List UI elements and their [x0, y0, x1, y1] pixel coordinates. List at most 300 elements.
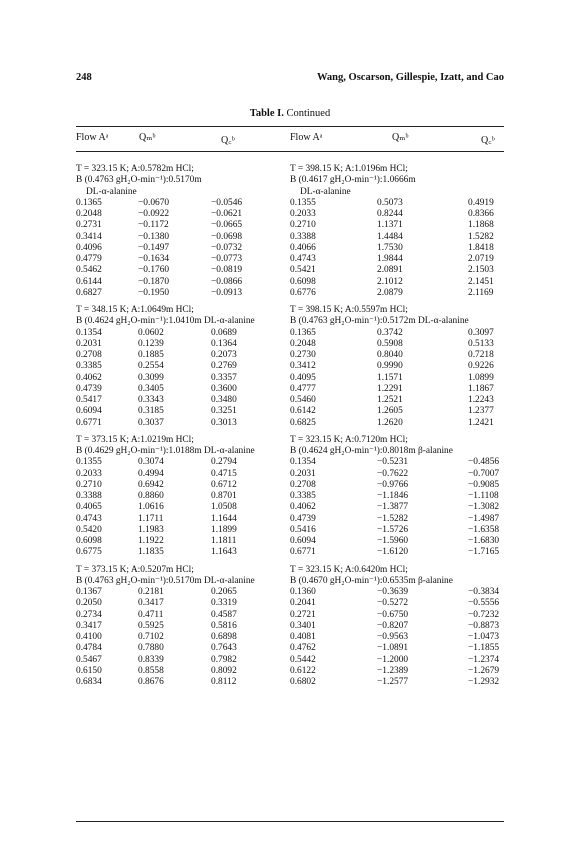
- qm-cell: 0.8339: [138, 654, 164, 665]
- table-row: [290, 328, 504, 339]
- flow-cell: 0.2730: [290, 350, 316, 360]
- qm-cell: −1.2577: [377, 677, 409, 687]
- qm-cell: 0.0602: [138, 327, 164, 338]
- condition-line: T = 373.15 K; A:1.0219m HCl;: [76, 434, 194, 445]
- qc-cell: 2.1451: [468, 276, 494, 287]
- qm-cell: −0.5231: [377, 457, 409, 468]
- table-row: [76, 395, 290, 406]
- flow-cell: 0.4095: [290, 372, 316, 383]
- table-row: [290, 587, 504, 598]
- qm-cell: 1.0616: [138, 502, 164, 513]
- qm-cell: 1.1711: [138, 513, 164, 524]
- condition-line: B (0.4629 gH₂O-min⁻¹):1.0188m DL-α-alanine: [76, 446, 255, 456]
- table-row: [290, 418, 504, 429]
- qc-cell: 0.0689: [211, 327, 237, 338]
- qm-cell: 1.2521: [377, 395, 403, 405]
- qm-cell: 0.1885: [138, 350, 164, 360]
- qc-cell: −0.3834: [468, 587, 500, 597]
- table-row: [290, 384, 504, 395]
- qc-cell: −0.7232: [468, 609, 500, 620]
- table-row: [290, 254, 504, 265]
- table-row: [76, 384, 290, 395]
- qm-cell: 0.9990: [377, 361, 403, 372]
- flow-cell: 0.2710: [76, 479, 102, 490]
- table-row: [76, 632, 290, 643]
- qc-cell: 1.1868: [468, 220, 494, 231]
- col-header-qc: Q꜀ᵇ: [221, 135, 235, 146]
- table-row: [76, 457, 290, 468]
- qc-cell: 1.1811: [211, 536, 237, 546]
- qm-cell: −0.1172: [138, 220, 169, 231]
- flow-cell: 0.3388: [290, 231, 316, 242]
- qm-cell: 1.2620: [377, 417, 403, 428]
- table-caption-text: Continued: [286, 108, 331, 119]
- qc-cell: 0.6898: [211, 632, 237, 642]
- table-row: [76, 621, 290, 632]
- flow-cell: 0.2708: [290, 479, 316, 490]
- table-row: [76, 265, 290, 276]
- qc-cell: 2.1169: [468, 287, 494, 298]
- flow-cell: 0.5442: [290, 654, 316, 665]
- flow-cell: 0.6825: [290, 417, 316, 428]
- qc-cell: 1.2377: [468, 406, 494, 417]
- qm-cell: 0.3405: [138, 383, 164, 394]
- flow-cell: 0.4739: [76, 383, 102, 394]
- flow-cell: 0.5467: [76, 654, 102, 665]
- flow-cell: 0.3385: [290, 491, 316, 501]
- qc-cell: 0.7982: [211, 654, 237, 665]
- qc-cell: −0.0732: [211, 242, 243, 253]
- table-row: [290, 395, 504, 406]
- qc-cell: 0.3251: [211, 406, 237, 417]
- qc-cell: 1.2243: [468, 395, 494, 405]
- qm-cell: 1.2291: [377, 383, 403, 394]
- flow-cell: 0.4762: [290, 643, 316, 654]
- flow-cell: 0.3414: [76, 231, 102, 242]
- qc-cell: −0.7007: [468, 468, 500, 479]
- table-row: [290, 666, 504, 677]
- flow-cell: 0.4743: [76, 513, 102, 524]
- flow-cell: 0.2048: [76, 209, 102, 219]
- table-row: [76, 288, 290, 299]
- qm-cell: 0.3099: [138, 372, 164, 383]
- flow-cell: 0.5416: [290, 524, 316, 535]
- table-row: [290, 643, 504, 654]
- qm-cell: −0.1870: [138, 276, 170, 287]
- table-row: [290, 469, 504, 480]
- flow-cell: 0.6776: [290, 287, 316, 298]
- condition-line: DL-α-alanine: [300, 186, 351, 197]
- qm-cell: 0.5925: [138, 620, 164, 631]
- condition-line: T = 323.15 K; A:0.6420m HCl;: [290, 564, 408, 575]
- qm-cell: −0.1380: [138, 231, 170, 242]
- qm-cell: −0.9563: [377, 632, 409, 642]
- table-row: [76, 666, 290, 677]
- flow-cell: 0.1365: [76, 197, 102, 208]
- flow-cell: 0.6150: [76, 665, 102, 676]
- flow-cell: 0.4081: [290, 632, 316, 642]
- condition-block: [76, 565, 290, 689]
- qc-cell: −1.1855: [468, 643, 500, 654]
- condition-block: [290, 305, 504, 429]
- flow-cell: 0.3385: [76, 361, 102, 372]
- qc-cell: −1.6358: [468, 524, 500, 535]
- qm-cell: −1.2000: [377, 654, 409, 665]
- qm-cell: 0.7880: [138, 643, 164, 654]
- qc-cell: 0.8092: [211, 665, 237, 676]
- condition-block: [290, 164, 504, 299]
- flow-cell: 0.6775: [76, 547, 102, 558]
- table-row: [290, 502, 504, 513]
- qm-cell: 0.4711: [138, 609, 164, 620]
- table-row: [290, 632, 504, 643]
- table-row: [290, 677, 504, 688]
- page-number: 248: [76, 72, 92, 83]
- running-authors: Wang, Oscarson, Gillespie, Izatt, and Cao: [317, 72, 504, 83]
- flow-cell: 0.4779: [76, 254, 102, 264]
- flow-cell: 0.3401: [290, 620, 316, 631]
- flow-cell: 0.6144: [76, 276, 102, 287]
- flow-cell: 0.4096: [76, 242, 102, 253]
- flow-cell: 0.4743: [290, 254, 316, 264]
- table-row: [76, 328, 290, 339]
- condition-block: [76, 435, 290, 559]
- table-row: [290, 536, 504, 547]
- qm-cell: 1.9844: [377, 254, 403, 264]
- qc-cell: −0.0665: [211, 220, 243, 231]
- flow-cell: 0.6094: [290, 536, 316, 546]
- condition-line: B (0.4763 gH₂O-min⁻¹):0.5172m DL-α-alanine: [290, 316, 469, 327]
- table-row: [76, 525, 290, 536]
- table-row: [290, 547, 504, 558]
- table-row: [290, 339, 504, 350]
- table-row: [290, 220, 504, 231]
- qc-cell: 0.5816: [211, 620, 237, 631]
- qc-cell: −0.5556: [468, 598, 500, 609]
- flow-cell: 0.5417: [76, 395, 102, 405]
- qm-cell: 0.8860: [138, 491, 164, 501]
- condition-line: B (0.4617 gH₂O-min⁻¹):1.0666m: [290, 175, 416, 186]
- qc-cell: −1.0473: [468, 632, 500, 642]
- flow-cell: 0.2721: [290, 609, 316, 620]
- qc-cell: 0.4919: [468, 197, 494, 208]
- qc-cell: −0.4856: [468, 457, 500, 468]
- condition-block: [76, 305, 290, 429]
- table-row: [290, 514, 504, 525]
- qc-cell: −0.8873: [468, 620, 500, 631]
- table-row: [76, 339, 290, 350]
- qm-cell: −0.1950: [138, 287, 170, 298]
- qc-cell: −0.0773: [211, 254, 243, 264]
- qm-cell: 0.8558: [138, 665, 164, 676]
- condition-block: [290, 565, 504, 689]
- table-row: [290, 232, 504, 243]
- flow-cell: 0.5462: [76, 265, 102, 276]
- qc-cell: −1.6830: [468, 536, 500, 546]
- condition-line: B (0.4763 gH₂O-min⁻¹):0.5170m: [76, 175, 202, 186]
- condition-line: T = 398.15 K; A:0.5597m HCl;: [290, 305, 408, 315]
- qc-cell: −1.2932: [468, 677, 500, 687]
- qm-cell: −0.0922: [138, 209, 170, 219]
- flow-cell: 0.4100: [76, 632, 102, 642]
- qm-cell: −0.8207: [377, 620, 409, 631]
- qc-cell: 1.2421: [468, 417, 494, 428]
- flow-cell: 0.4777: [290, 383, 316, 394]
- table-row: [290, 491, 504, 502]
- table-row: [76, 243, 290, 254]
- qm-cell: 0.3742: [377, 327, 403, 338]
- qm-cell: −1.0891: [377, 643, 409, 654]
- flow-cell: 0.2050: [76, 598, 102, 609]
- flow-cell: 0.4062: [290, 502, 316, 513]
- table-row: [290, 277, 504, 288]
- qc-cell: 0.3097: [468, 327, 494, 338]
- col-header-qm: Qₘᵇ: [139, 132, 156, 143]
- qc-cell: 0.1364: [211, 338, 237, 349]
- qm-cell: 0.6942: [138, 479, 164, 490]
- table-row: [290, 373, 504, 384]
- flow-cell: 0.1355: [290, 197, 316, 208]
- qm-cell: −1.6120: [377, 547, 409, 558]
- table-row: [290, 198, 504, 209]
- qc-cell: 1.0508: [211, 502, 237, 513]
- table-row: [290, 457, 504, 468]
- qm-cell: −1.2389: [377, 665, 409, 676]
- qc-cell: 0.6712: [211, 479, 237, 490]
- condition-line: DL-α-alanine: [86, 186, 137, 197]
- table-row: [76, 514, 290, 525]
- flow-cell: 0.6142: [290, 406, 316, 417]
- qm-cell: 0.8040: [377, 350, 403, 360]
- flow-cell: 0.4784: [76, 643, 102, 654]
- table-row: [290, 480, 504, 491]
- page-header: [76, 72, 504, 88]
- flow-cell: 0.6122: [290, 665, 316, 676]
- flow-cell: 0.6802: [290, 677, 316, 687]
- flow-cell: 0.6827: [76, 287, 102, 298]
- table-row: [76, 277, 290, 288]
- qc-cell: −1.2679: [468, 665, 500, 676]
- qc-cell: 2.0719: [468, 254, 494, 264]
- table-caption: [76, 108, 504, 119]
- qc-cell: 0.9226: [468, 361, 494, 372]
- table-top-rule: [76, 126, 504, 127]
- qc-cell: 0.3357: [211, 372, 237, 383]
- flow-cell: 0.6771: [76, 417, 102, 428]
- condition-block: [76, 164, 290, 299]
- flow-cell: 0.5460: [290, 395, 316, 405]
- qc-cell: 1.1899: [211, 524, 237, 535]
- qm-cell: 0.5908: [377, 338, 403, 349]
- flow-cell: 0.1354: [76, 327, 102, 338]
- qm-cell: −0.0670: [138, 197, 170, 208]
- table-left-column: [76, 164, 290, 694]
- table-row: [76, 491, 290, 502]
- qm-cell: 1.7530: [377, 242, 403, 253]
- qc-cell: 1.5282: [468, 231, 494, 242]
- table-row: [76, 373, 290, 384]
- qm-cell: 1.2605: [377, 406, 403, 417]
- qm-cell: 0.7102: [138, 632, 164, 642]
- qm-cell: 1.1371: [377, 220, 403, 231]
- qm-cell: −0.1634: [138, 254, 170, 264]
- flow-cell: 0.2731: [76, 220, 102, 231]
- qc-cell: −0.0913: [211, 287, 243, 298]
- col-header-flow-a-right: Flow Aᵃ: [290, 132, 323, 143]
- qc-cell: −1.3082: [468, 502, 500, 513]
- qc-cell: 0.3600: [211, 383, 237, 394]
- qm-cell: 1.1983: [138, 524, 164, 535]
- qm-cell: −0.3639: [377, 587, 409, 597]
- table-row: [290, 350, 504, 361]
- table-row: [76, 209, 290, 220]
- table-row: [290, 655, 504, 666]
- qc-cell: −1.2374: [468, 654, 500, 665]
- table-row: [76, 643, 290, 654]
- qm-cell: 0.3343: [138, 395, 164, 405]
- table-right-column: [290, 164, 504, 694]
- condition-line: B (0.4624 gH₂O-min⁻¹):1.0410m DL-α-alanine: [76, 316, 255, 327]
- flow-cell: 0.6834: [76, 677, 102, 687]
- flow-cell: 0.2734: [76, 609, 102, 620]
- table-row: [290, 209, 504, 220]
- table-row: [76, 587, 290, 598]
- flow-cell: 0.6098: [290, 276, 316, 287]
- flow-cell: 0.2048: [290, 338, 316, 349]
- table-row: [76, 198, 290, 209]
- qc-cell: 2.1503: [468, 265, 494, 276]
- condition-line: T = 398.15 K; A:1.0196m HCl;: [290, 164, 408, 174]
- table-row: [76, 502, 290, 513]
- flow-cell: 0.1365: [290, 327, 316, 338]
- qc-cell: 0.4587: [211, 609, 237, 620]
- qm-cell: 0.2181: [138, 587, 164, 597]
- table-bottom-rule: [76, 821, 504, 822]
- condition-line: T = 373.15 K; A:0.5207m HCl;: [76, 564, 194, 575]
- table-header-rule: [76, 151, 504, 152]
- flow-cell: 0.2031: [290, 468, 316, 479]
- table-row: [290, 265, 504, 276]
- condition-line: T = 348.15 K; A:1.0649m HCl;: [76, 305, 194, 315]
- qc-cell: 1.0899: [468, 372, 494, 383]
- qc-cell: 0.3319: [211, 598, 237, 609]
- qm-cell: 2.1012: [377, 276, 403, 287]
- table-row: [290, 361, 504, 372]
- col-header-flow-a: Flow Aᵃ: [76, 132, 109, 143]
- table-row: [76, 406, 290, 417]
- qc-cell: 0.2794: [211, 457, 237, 468]
- qc-cell: 0.7643: [211, 643, 237, 654]
- col-header-qm-right: Qₘᵇ: [392, 132, 409, 143]
- qc-cell: −0.0866: [211, 276, 243, 287]
- qc-cell: −0.0621: [211, 209, 243, 219]
- flow-cell: 0.3388: [76, 491, 102, 501]
- qc-cell: −1.4987: [468, 513, 500, 524]
- qm-cell: −0.6750: [377, 609, 409, 620]
- flow-cell: 0.2708: [76, 350, 102, 360]
- flow-cell: 0.1360: [290, 587, 316, 597]
- qc-cell: 1.1643: [211, 547, 237, 558]
- condition-line: B (0.4670 gH₂O-min⁻¹):0.6535m β-alanine: [290, 575, 453, 586]
- table-row: [290, 610, 504, 621]
- qm-cell: −0.1497: [138, 242, 170, 253]
- qm-cell: 0.2554: [138, 361, 164, 372]
- qc-cell: 1.8418: [468, 242, 494, 253]
- qc-cell: 0.8701: [211, 491, 237, 501]
- table-row: [76, 469, 290, 480]
- condition-line: T = 323.15 K; A:0.5782m HCl;: [76, 164, 194, 174]
- qm-cell: −0.5272: [377, 598, 409, 609]
- condition-line: T = 323.15 K; A:0.7120m HCl;: [290, 434, 408, 445]
- table-row: [76, 547, 290, 558]
- table-row: [290, 598, 504, 609]
- qm-cell: 1.4484: [377, 231, 403, 242]
- qm-cell: 2.0879: [377, 287, 403, 298]
- qc-cell: 0.8112: [211, 677, 237, 687]
- table-row: [76, 480, 290, 491]
- qc-cell: −0.0819: [211, 265, 243, 276]
- table-row: [290, 525, 504, 536]
- qm-cell: 2.0891: [377, 265, 403, 276]
- qm-cell: 0.3417: [138, 598, 164, 609]
- table-header-row: [76, 132, 504, 146]
- flow-cell: 0.2710: [290, 220, 316, 231]
- flow-cell: 0.4062: [76, 372, 102, 383]
- qc-cell: 0.2065: [211, 587, 237, 597]
- flow-cell: 0.1355: [76, 457, 102, 468]
- qm-cell: 0.8244: [377, 209, 403, 219]
- table-row: [290, 406, 504, 417]
- flow-cell: 0.2041: [290, 598, 316, 609]
- table-row: [290, 621, 504, 632]
- qc-cell: 0.8366: [468, 209, 494, 219]
- condition-line: B (0.4624 gH₂O-min⁻¹):0.8018m β-alanine: [290, 446, 453, 456]
- qm-cell: 1.1835: [138, 547, 164, 558]
- condition-line: B (0.4763 gH₂O-min⁻¹):0.5170m DL-α-alanine: [76, 575, 255, 586]
- table-row: [290, 288, 504, 299]
- qc-cell: −1.7165: [468, 547, 500, 558]
- qm-cell: 0.4994: [138, 468, 164, 479]
- table-row: [76, 220, 290, 231]
- qc-cell: 0.2073: [211, 350, 237, 360]
- flow-cell: 0.4739: [290, 513, 316, 524]
- qc-cell: 0.3013: [211, 417, 237, 428]
- flow-cell: 0.3417: [76, 620, 102, 631]
- qm-cell: −1.3877: [377, 502, 409, 513]
- qc-cell: 0.2769: [211, 361, 237, 372]
- qc-cell: 0.7218: [468, 350, 494, 360]
- qm-cell: −1.1846: [377, 491, 409, 501]
- table-row: [76, 232, 290, 243]
- qc-cell: −1.1108: [468, 491, 499, 501]
- qm-cell: 0.3185: [138, 406, 164, 417]
- table-row: [76, 350, 290, 361]
- flow-cell: 0.6094: [76, 406, 102, 417]
- qc-cell: 0.5133: [468, 338, 494, 349]
- flow-cell: 0.2033: [76, 468, 102, 479]
- qm-cell: 0.5073: [377, 197, 403, 208]
- flow-cell: 0.5421: [290, 265, 316, 276]
- table-row: [76, 536, 290, 547]
- qm-cell: 0.3074: [138, 457, 164, 468]
- qm-cell: 1.1922: [138, 536, 164, 546]
- qm-cell: −1.5960: [377, 536, 409, 546]
- qc-cell: −0.0546: [211, 197, 243, 208]
- qm-cell: 0.3037: [138, 417, 164, 428]
- table-row: [76, 361, 290, 372]
- table-row: [76, 598, 290, 609]
- table-row: [76, 254, 290, 265]
